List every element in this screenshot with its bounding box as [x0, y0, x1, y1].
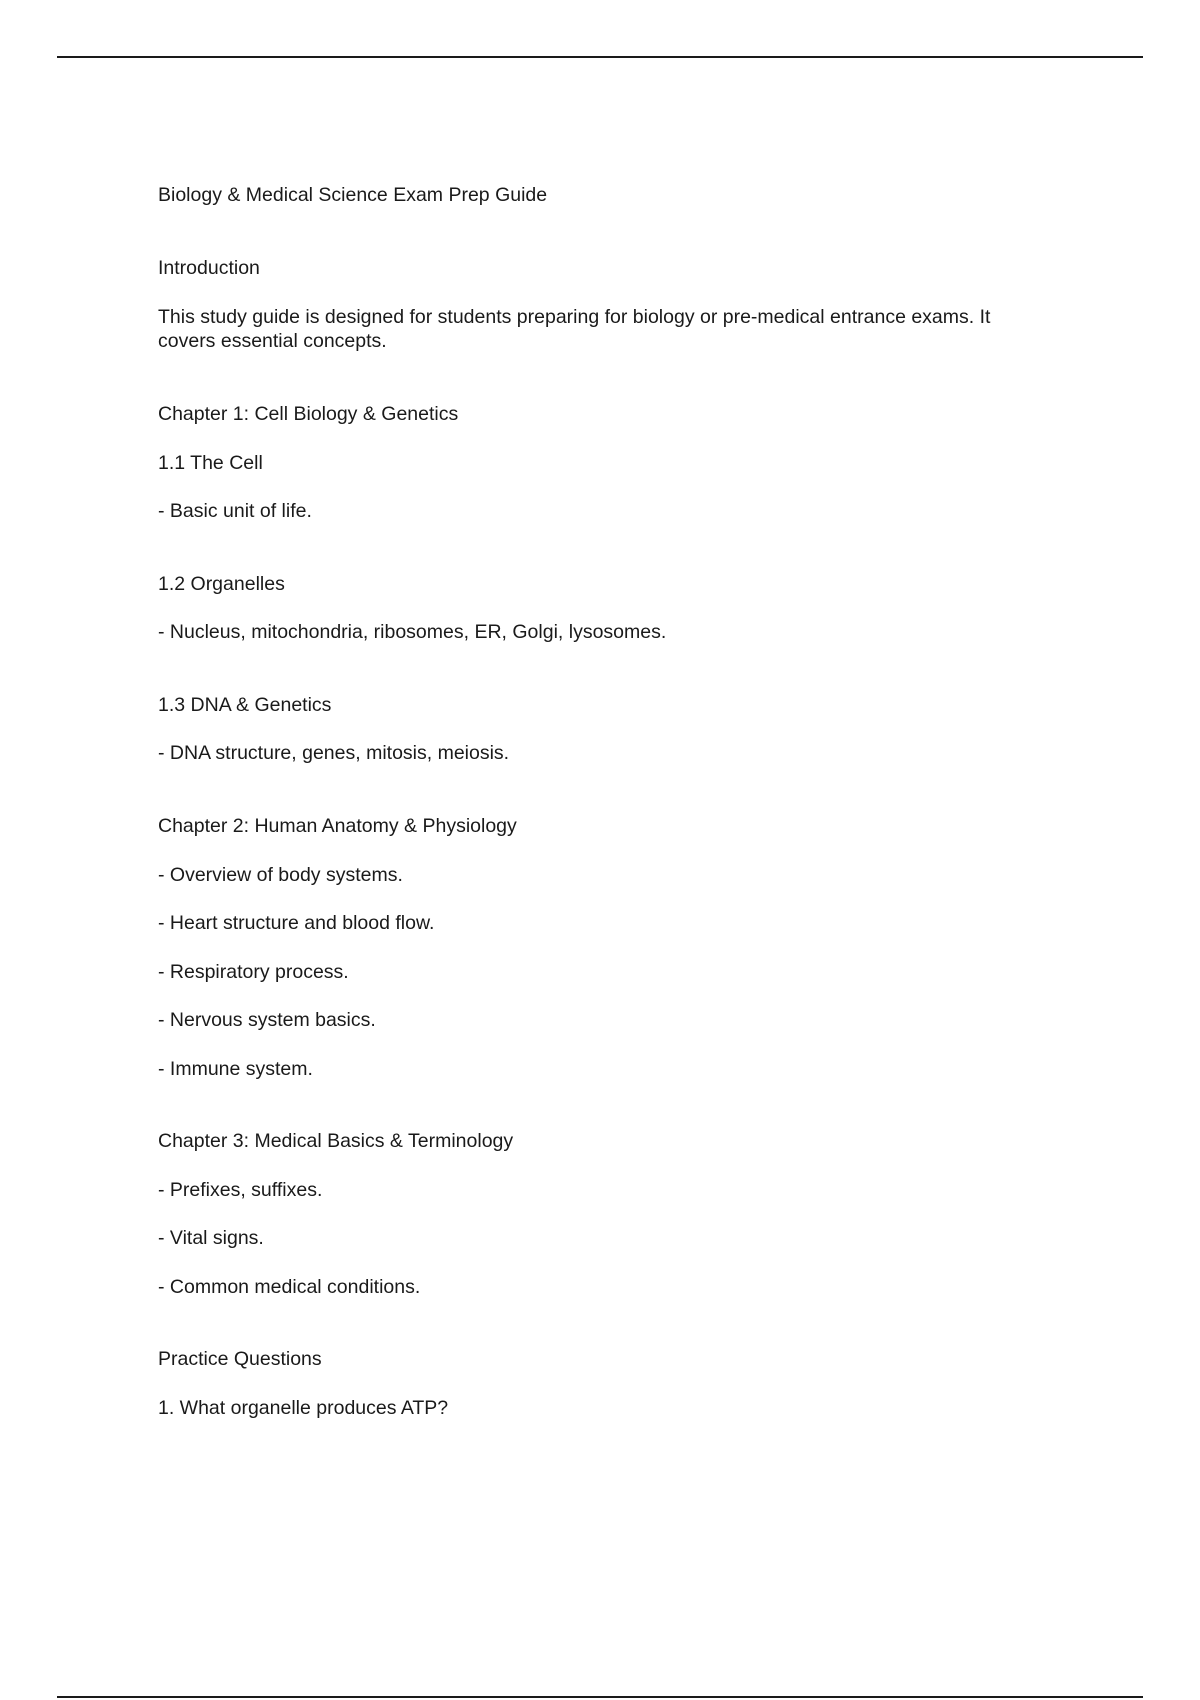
chapter2-item: - Respiratory process. — [158, 961, 349, 983]
section-1-1-item: - Basic unit of life. — [158, 500, 312, 522]
section-1-2-heading: 1.2 Organelles — [158, 573, 285, 595]
chapter2-heading: Chapter 2: Human Anatomy & Physiology — [158, 815, 517, 837]
chapter2-item: - Overview of body systems. — [158, 864, 403, 886]
section-1-3-heading: 1.3 DNA & Genetics — [158, 694, 332, 716]
header-rule — [57, 56, 1143, 58]
section-1-3-item: - DNA structure, genes, mitosis, meiosis. — [158, 742, 510, 764]
chapter3-item: - Vital signs. — [158, 1227, 264, 1249]
chapter2-item: - Heart structure and blood flow. — [158, 912, 435, 934]
practice-heading: Practice Questions — [158, 1348, 322, 1370]
intro-paragraph: This study guide is designed for students preparing for biology or pre-medical entrance exams. It covers essential concepts. — [158, 306, 991, 352]
chapter2-item: - Immune system. — [158, 1058, 313, 1080]
chapter2-item: - Nervous system basics. — [158, 1009, 376, 1031]
chapter3-heading: Chapter 3: Medical Basics & Terminology — [158, 1130, 514, 1152]
intro-heading: Introduction — [158, 257, 260, 279]
practice-question: 1. What organelle produces ATP? — [158, 1397, 449, 1419]
chapter3-item: - Common medical conditions. — [158, 1276, 421, 1298]
document-title: Biology & Medical Science Exam Prep Guide — [158, 184, 548, 206]
chapter3-item: - Prefixes, suffixes. — [158, 1179, 323, 1201]
section-1-1-heading: 1.1 The Cell — [158, 452, 263, 474]
chapter1-heading: Chapter 1: Cell Biology & Genetics — [158, 403, 459, 425]
section-1-2-item: - Nucleus, mitochondria, ribosomes, ER, Golgi, lysosomes. — [158, 621, 667, 643]
footer-rule — [57, 1696, 1143, 1698]
